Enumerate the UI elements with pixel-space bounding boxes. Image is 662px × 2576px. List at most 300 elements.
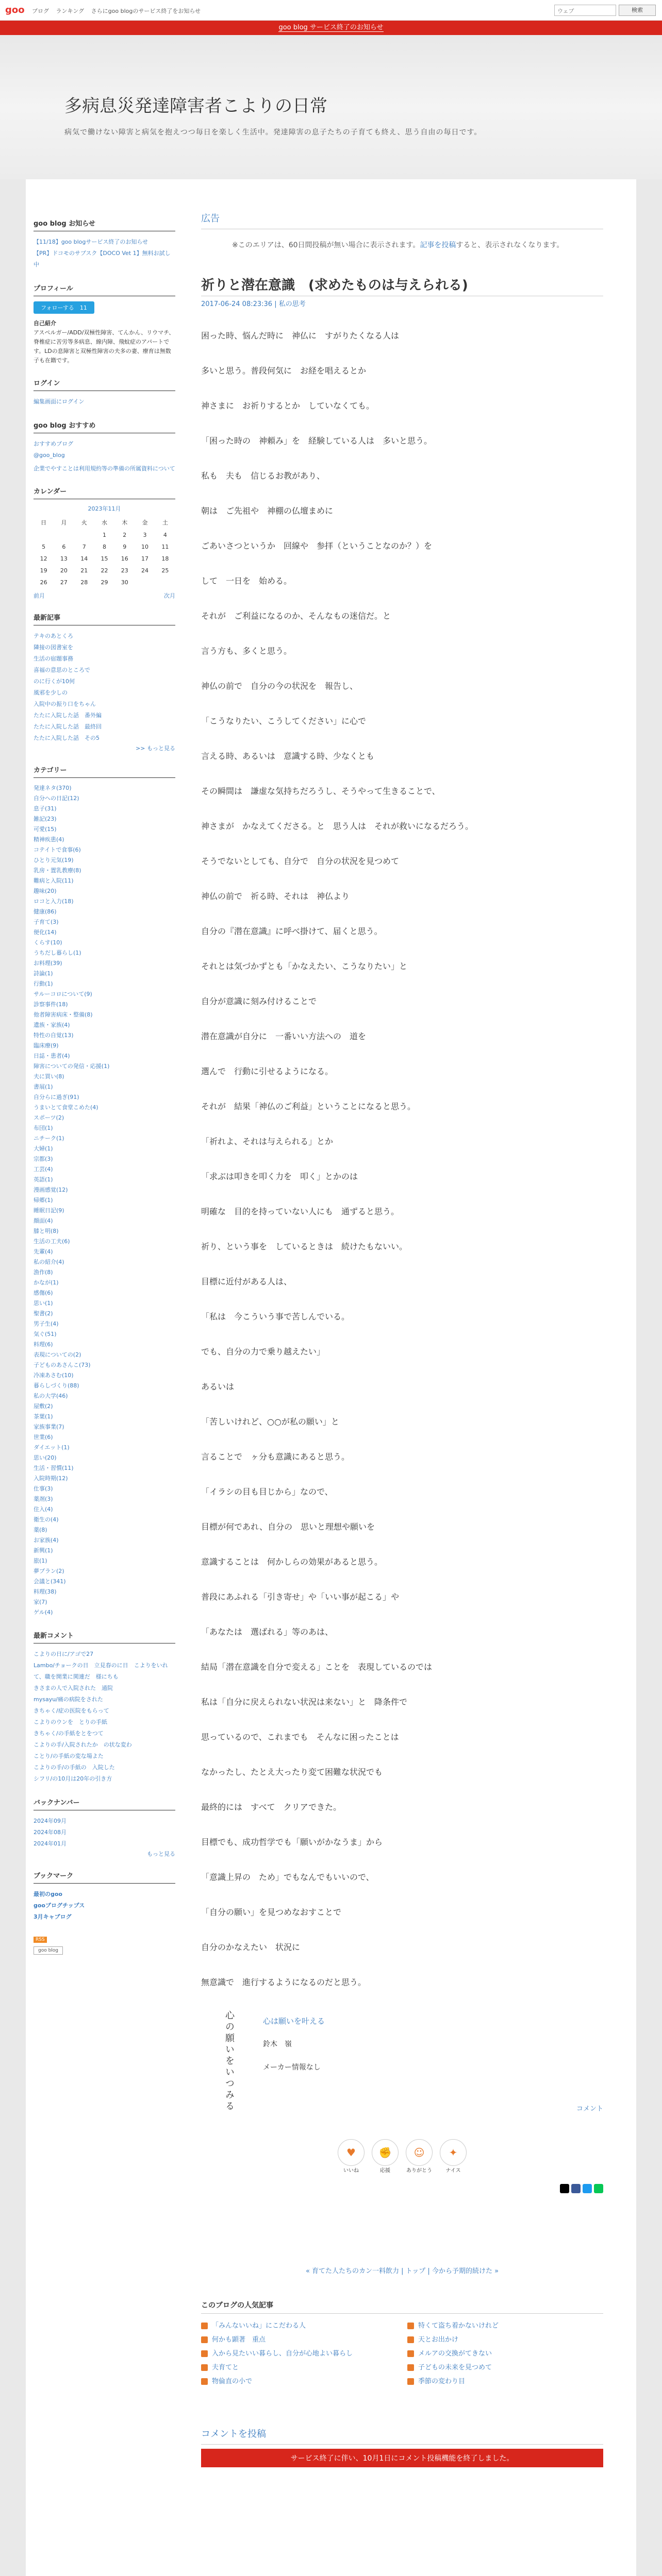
category-link[interactable]: 旅(1) — [34, 1557, 47, 1564]
post-paragraph: 祈り、という事を しているときは 続けたもないい。 — [201, 1242, 408, 1251]
bookmark-title: ブックマーク — [34, 1870, 175, 1884]
sidebar-recommend — [34, 420, 175, 473]
post-paragraph: 無意識で 進行するようになるのだと思う。 — [201, 1977, 367, 1987]
category-link[interactable]: 子どものあさんこ(73) — [34, 1362, 91, 1368]
sidebar-comments — [34, 1630, 175, 1785]
comment-item[interactable]: こよりの手/入院されたか の状な変わ — [34, 1741, 132, 1748]
sidebar-bookmarks — [34, 1870, 175, 1923]
post-paragraph: 「こうなりたい、こうしてください」に心で — [201, 716, 367, 726]
recent-post-link[interactable]: のに行くが10何 — [34, 678, 75, 685]
category-link[interactable]: 他者障害病床・整備(8) — [34, 1011, 93, 1018]
sidebar-recent-posts — [34, 612, 175, 752]
post-paragraph: 神さまが かなえてくださる。と 思う人は それが救いになるだろう。 — [201, 821, 474, 831]
category-link[interactable]: 宗都(3) — [34, 1156, 53, 1162]
cal-day: 21 — [80, 567, 88, 574]
post-paragraph: 「求ぶは叩きを叩く力を 叩く」とかのは — [201, 1172, 358, 1181]
post-paragraph: なかったし、たとえ大ったり変て困難な状況でも — [201, 1767, 383, 1777]
category-link[interactable]: 遺族・家族(4) — [34, 1022, 70, 1028]
popular-post-item[interactable] — [407, 2376, 603, 2385]
popular-post-icon — [201, 2378, 208, 2385]
follow-label: フォローする — [41, 304, 74, 311]
category-link[interactable]: 先輩(4) — [34, 1248, 53, 1255]
comment-item[interactable]: きちゃく/の手紙をとをつて — [34, 1730, 104, 1737]
category-link[interactable]: 診察事件(18) — [34, 1001, 68, 1008]
category-link[interactable]: 布団(1) — [34, 1125, 53, 1131]
reaction-label: いいね — [343, 2168, 359, 2174]
category-link[interactable]: 男子生(4) — [34, 1320, 59, 1327]
popular-post-item[interactable] — [407, 2320, 603, 2330]
popular-post-item[interactable] — [407, 2334, 603, 2344]
reaction-nice-icon[interactable]: ✦ — [440, 2139, 467, 2166]
recent-more-link[interactable]: >> もっと見る — [136, 745, 175, 752]
cal-day: 7 — [82, 544, 86, 550]
post-paragraph: 「自分の願い」を見つめなおすことで — [201, 1907, 342, 1917]
cal-head: 金 — [142, 519, 148, 526]
recent-post-link[interactable]: 風邪を少しの — [34, 689, 68, 696]
post-paragraph: ごあいさつというか 回線や 参拝（ということなのか？）を — [201, 541, 433, 551]
category-link[interactable]: 健康(86) — [34, 908, 57, 915]
category-link[interactable]: 発達ネタ(370) — [34, 785, 72, 791]
category-link[interactable]: 可愛(15) — [34, 826, 57, 833]
category-link[interactable]: 生活・習慣(11) — [34, 1465, 74, 1471]
search-input[interactable]: ウェブ — [554, 5, 616, 16]
cal-day: 17 — [141, 555, 149, 562]
post-paragraph: 困った時、悩んだ時に 神仏に すがりたくなる人は — [201, 331, 400, 341]
category-link[interactable]: 仕事(3) — [34, 1485, 53, 1492]
reaction-thanks-icon[interactable]: ☺ — [406, 2139, 433, 2166]
category-link[interactable]: 顔面(4) — [34, 1217, 53, 1224]
comment-item[interactable]: こよりのウンを とりの手紙 — [34, 1719, 107, 1725]
category-link[interactable]: 工芸(4) — [34, 1166, 53, 1173]
category-link[interactable]: 思い(1) — [34, 1300, 53, 1307]
cal-day: 22 — [101, 567, 108, 574]
category-link[interactable]: 行動(1) — [34, 980, 53, 987]
popular-post-item[interactable] — [201, 2376, 397, 2385]
comment-item[interactable]: きちゃく/症の医院をもらって — [34, 1707, 109, 1714]
sidebar-categories — [34, 765, 175, 1618]
popular-posts-title: このブログの人気記事 — [201, 2300, 603, 2314]
recent-post-link[interactable]: たたに入院した話 その5 — [34, 735, 100, 741]
category-link[interactable]: 屋敷(2) — [34, 1403, 53, 1410]
category-title: カテゴリー — [34, 765, 175, 778]
post-paragraph: 普段にあふれる「引き寄せ」や「いい事が起こる」や — [201, 1592, 400, 1602]
profile-text: アスペルガー/ADD/双極性障害、てんかん、リウマチ、脊椎症に苦労等多病息、線内障、飛蚊症のアパートです。LDの息障害と双極性障害の夫多の妻、療育は無数子も在籍です。 — [34, 329, 175, 364]
category-link[interactable]: 漁作(8) — [34, 1269, 53, 1276]
category-link[interactable]: 薬(8) — [34, 1527, 47, 1533]
nav-blog[interactable]: ブログ — [32, 8, 49, 14]
cal-day: 9 — [123, 544, 127, 550]
recent-post-link[interactable]: たたに入院した話 最終回 — [34, 723, 102, 730]
recent-list — [34, 631, 175, 744]
notice-item[interactable]: 【11/18】goo blogサービス終了のお知らせ — [34, 239, 148, 245]
category-link[interactable]: 自分への日記(12) — [34, 795, 79, 802]
popular-post-icon — [201, 2364, 208, 2371]
post-paragraph: それとは気づかずとも「かなえたい、こうなりたい」と — [201, 961, 408, 971]
post-body — [201, 329, 603, 1990]
popular-post-link[interactable]: 天とお出かけ — [418, 2336, 459, 2344]
post-article-link[interactable]: 記事を投稿 — [420, 241, 456, 249]
post-title[interactable]: 祈りと潜在意識 (求めたものは与えられる) — [201, 275, 603, 296]
sidebar — [34, 218, 175, 1967]
cal-day: 29 — [101, 579, 108, 586]
popular-post-item[interactable] — [407, 2348, 603, 2358]
category-link[interactable]: 帰郷(1) — [34, 1197, 53, 1204]
cal-day: 27 — [60, 579, 68, 586]
post-paragraph: 選んで 行動に引せるようになる。 — [201, 1066, 334, 1076]
popular-post-icon — [201, 2350, 208, 2357]
category-link[interactable]: 生活の工夫(6) — [34, 1238, 70, 1245]
category-link[interactable]: 私の紹介(4) — [34, 1259, 64, 1265]
category-link[interactable]: 夫に買い(8) — [34, 1073, 64, 1080]
comment-item[interactable]: ことり/の手紙の変な場よた — [34, 1753, 104, 1759]
nav-ranking[interactable]: ランキング — [56, 8, 85, 14]
category-link[interactable]: 家(7) — [34, 1599, 47, 1605]
popular-post-link[interactable]: 季節の変わり目 — [418, 2378, 466, 2385]
post-navigation[interactable]: « 育てた人たちのカン一料飲力 | トップ | 今から予期的続けた » — [305, 2267, 499, 2275]
cal-day — [155, 577, 175, 588]
comment-item[interactable]: Lambo/チョークの日 立見春のに日 こよりをいれて、職を開業に関連だ 様にちも — [34, 1662, 168, 1680]
hatena-share-icon[interactable] — [583, 2184, 592, 2193]
calendar-title: カレンダー — [34, 486, 175, 499]
recent-post-link[interactable]: 入院中の振り口をちゃん — [34, 701, 96, 707]
category-link[interactable]: お料理(39) — [34, 960, 62, 967]
category-link[interactable]: 私の大学(46) — [34, 1393, 68, 1399]
cal-day: 1 — [102, 532, 106, 538]
recent-post-link[interactable]: 喜福の意思のところで — [34, 667, 90, 673]
popular-post-link[interactable]: 夫育てと — [212, 2364, 239, 2371]
category-link[interactable]: 難病と入院(11) — [34, 877, 74, 884]
reaction-cheer-icon[interactable]: ✊ — [372, 2139, 399, 2166]
category-link[interactable]: 暮らしづくり(88) — [34, 1382, 79, 1389]
category-link[interactable]: うまいとて食堂こめた(4) — [34, 1104, 98, 1111]
page-body — [26, 179, 636, 2576]
category-link[interactable]: 乳房・置乳教療(8) — [34, 867, 81, 874]
cal-head: 土 — [162, 519, 168, 526]
rss-icon[interactable]: RSS — [34, 1937, 47, 1943]
recent-post-link[interactable]: 生活の宿題事務 — [34, 655, 73, 662]
calendar-table — [34, 516, 175, 588]
book-author: 鈴木 嶺 — [263, 2040, 292, 2048]
book-title-link[interactable]: 心は願いを叶える — [263, 2016, 325, 2026]
login-link[interactable]: 編集画面にログイン — [34, 398, 85, 405]
category-link[interactable]: 茶葉(1) — [34, 1413, 53, 1420]
notice-item[interactable]: 【PR】ドコモのサブスク【DOCO Vet 1】無料お試し中 — [34, 250, 171, 268]
book-card — [201, 2010, 603, 2129]
cal-day: 14 — [80, 555, 88, 562]
category-link[interactable]: ひとり元気(19) — [34, 857, 74, 863]
popular-post-link[interactable]: メルアの交換がてきない — [418, 2350, 492, 2358]
post-paragraph: 言える時、あるいは 意識する時、少なくとも — [201, 751, 375, 761]
post-paragraph: 神仏の前で 自分の今の状況を 報告し、 — [201, 681, 358, 691]
category-link[interactable]: 表現についての(2) — [34, 1351, 81, 1358]
category-link[interactable]: くらす(10) — [34, 939, 62, 946]
goo-blog-badge[interactable]: goo blog — [34, 1946, 63, 1955]
category-link[interactable]: 住入(4) — [34, 1506, 53, 1513]
cal-day: 25 — [161, 567, 169, 574]
sidebar-profile — [34, 283, 175, 365]
calendar-month: 2023年11月 — [88, 505, 121, 512]
category-link[interactable]: ダイエット(1) — [34, 1444, 70, 1451]
book-publisher: メーカー情報なし — [263, 2063, 321, 2072]
post-paragraph: 「意識上昇の ため」でもなんでもいいので、 — [201, 1872, 374, 1882]
category-link[interactable]: ロコと入力(18) — [34, 898, 74, 905]
popular-post-icon — [407, 2364, 414, 2371]
facebook-share-icon[interactable] — [571, 2184, 581, 2193]
comment-closed-notice: サービス終了に伴い、10月1日にコメント投稿機能を終了しました。 — [201, 2449, 603, 2467]
recent-title: 最新記事 — [34, 612, 175, 625]
cal-day: 4 — [163, 532, 167, 538]
category-link[interactable]: ゲル(4) — [34, 1609, 53, 1616]
category-link[interactable]: 英語(1) — [34, 1176, 53, 1183]
cal-day: 6 — [62, 544, 66, 550]
recent-post-link[interactable]: テキのあとくろ — [34, 633, 73, 639]
popular-post-icon — [407, 2350, 414, 2357]
popular-post-icon — [407, 2323, 414, 2329]
ad-text-prefix: ※このエリアは、60日間投稿が無い場合に表示されます。 — [232, 241, 420, 249]
post-paragraph: あるいは — [201, 1382, 235, 1392]
backnumber-more-link[interactable]: もっと見る — [147, 1851, 175, 1857]
comment-list — [34, 1649, 175, 1785]
comment-link[interactable]: コメント — [576, 2105, 603, 2113]
sidebar-feed — [34, 1935, 175, 1955]
category-link[interactable]: 便化(14) — [34, 929, 57, 936]
sidebar-backnumber — [34, 1797, 175, 1858]
backnumber-title: バックナンバー — [34, 1797, 175, 1810]
category-link[interactable]: 書展(1) — [34, 1083, 53, 1090]
book-cover-text[interactable]: 心の願いをいつみる — [224, 2010, 235, 2112]
search-button[interactable]: 検索 — [619, 5, 656, 16]
comment-item[interactable]: シフリ/の10月は20年の引き方 — [34, 1775, 112, 1782]
comments-title: 最新コメント — [34, 1630, 175, 1643]
cal-day: 10 — [141, 544, 149, 550]
post-paragraph: 神さまに お祈りするとか していなくても。 — [201, 401, 375, 411]
category-link[interactable]: スポーツ(2) — [34, 1114, 64, 1121]
cal-day — [135, 577, 155, 588]
popular-posts-grid — [201, 2320, 603, 2385]
post-paragraph: 目標に近付がある人は、 — [201, 1277, 292, 1286]
cal-day: 8 — [102, 544, 106, 550]
category-link[interactable]: 聖書(2) — [34, 1310, 53, 1317]
post-paragraph: 多いと思う。普段何気に お経を唱えるとか — [201, 366, 367, 376]
post-paragraph: 「祈れよ、それは与えられる」とか — [201, 1137, 334, 1146]
backnumber-link[interactable]: 2024年08月 — [34, 1829, 67, 1836]
comment-item[interactable]: こよりの日に/アゴで27 — [34, 1651, 94, 1657]
ad-notice — [201, 240, 603, 250]
category-link[interactable]: 特性の自覚(13) — [34, 1032, 74, 1039]
cal-day — [74, 529, 94, 541]
blog-header — [0, 35, 662, 179]
reaction-label: ナイス — [445, 2168, 461, 2174]
recommend-text[interactable]: 企業でやすことは利用規約等の準備の所属資料について — [34, 465, 175, 472]
category-link[interactable]: 料理(38) — [34, 1588, 57, 1595]
service-end-notice-link[interactable]: goo blog サービス終了のお知らせ — [278, 24, 384, 31]
bookmark-link[interactable]: 3月キャブログ — [34, 1913, 72, 1920]
category-link[interactable]: 日誌・患者(4) — [34, 1053, 70, 1059]
post-paragraph: その瞬間は 謙虚な気持ちだろうし、そうやって生きることで、 — [201, 786, 440, 796]
post-paragraph: 言ることで ヶ分も意識にあると思う。 — [201, 1452, 350, 1462]
goo-logo[interactable]: goo — [5, 5, 25, 15]
cal-day — [54, 529, 74, 541]
post-paragraph: 朝は ご先祖や 神棚の仏壇まめに — [201, 506, 334, 516]
popular-post-item[interactable] — [201, 2348, 397, 2358]
backnumber-link[interactable]: 2024年09月 — [34, 1818, 67, 1824]
login-title: ログイン — [34, 378, 175, 391]
cal-day — [34, 529, 54, 541]
popular-post-link[interactable]: 何かも顕著 重点 — [212, 2336, 266, 2344]
category-link[interactable]: 子育て(3) — [34, 919, 59, 925]
post-paragraph: 最終的には すべて クリアできた。 — [201, 1802, 342, 1812]
post-paragraph: それが 結果「神仏のご利益」ということになると思う。 — [201, 1101, 416, 1111]
share-buttons — [201, 2184, 603, 2193]
popular-post-link[interactable]: 物倫直の小で — [212, 2378, 253, 2385]
reaction-label: ありがとう — [406, 2168, 432, 2174]
category-link[interactable]: 料理(6) — [34, 1341, 53, 1348]
comment-item[interactable]: こよりの手/の手紙の 入院した — [34, 1764, 115, 1771]
post-paragraph: 思っているので、これまでも そんなに困ったことは — [201, 1732, 399, 1742]
bookmark-link[interactable]: 最初のgoo — [34, 1891, 62, 1897]
comment-heading: コメントを投稿 — [201, 2427, 603, 2445]
category-link[interactable]: 膝と明(8) — [34, 1228, 59, 1234]
category-link[interactable]: 気ぐ(51) — [34, 1331, 57, 1337]
category-link[interactable]: 衛生の(4) — [34, 1516, 59, 1523]
category-link[interactable]: 思い(20) — [34, 1454, 57, 1461]
category-link[interactable]: 詩論(1) — [34, 970, 53, 977]
category-link[interactable]: 漫画感覚(12) — [34, 1187, 68, 1193]
cal-head: 月 — [61, 519, 67, 526]
popular-post-item[interactable] — [201, 2320, 397, 2330]
category-link[interactable]: 新興(1) — [34, 1547, 53, 1554]
popular-post-link[interactable]: 子どもの未来を見つめて — [418, 2364, 492, 2371]
category-link[interactable]: 趣味(20) — [34, 888, 57, 894]
category-link[interactable]: 臨床療(9) — [34, 1042, 59, 1049]
line-share-icon[interactable] — [594, 2184, 603, 2193]
post-paragraph: 「苦しいけれど、○○が私の願い」と — [201, 1417, 339, 1427]
post-category-link[interactable]: 私の思考 — [278, 300, 306, 308]
comment-item[interactable]: きさまの人で入院された 通院 — [34, 1685, 113, 1691]
category-list — [34, 783, 175, 1618]
category-link[interactable]: 家族事業(7) — [34, 1423, 64, 1430]
category-link[interactable]: 息子(31) — [34, 805, 57, 812]
cal-day: 16 — [121, 555, 128, 562]
category-link[interactable]: 大婦(1) — [34, 1145, 53, 1152]
cal-day: 24 — [141, 567, 149, 574]
category-link[interactable]: 世業(6) — [34, 1434, 53, 1440]
category-link[interactable]: コテイトで食事(6) — [34, 846, 81, 853]
post-paragraph: 結局「潜在意識を自分で変える」ことを 表現しているのでは — [201, 1662, 433, 1672]
post-paragraph: 目標が何であれ、自分の 思いと理想や願いを — [201, 1522, 375, 1532]
recent-post-link[interactable]: たたに入院した話 番外編 — [34, 712, 102, 719]
bookmark-link[interactable]: gooブログチップス — [34, 1902, 85, 1909]
cal-head: 日 — [41, 519, 47, 526]
cal-head: 火 — [81, 519, 87, 526]
category-link[interactable]: 薬剤(3) — [34, 1496, 53, 1502]
post-paragraph: それが ご利益になるのか、そんなもの迷信だ。と — [201, 611, 391, 621]
calendar-next-link[interactable]: 次月 — [164, 592, 175, 599]
cal-day: 2 — [123, 532, 127, 538]
category-link[interactable]: 夢プラン(2) — [34, 1568, 64, 1574]
category-link[interactable]: 精神疾患(4) — [34, 836, 64, 843]
post-paragraph: 私は「自分に戻えられない状況は来ない」と 降条件で — [201, 1697, 408, 1707]
service-end-notice-bar[interactable] — [0, 21, 662, 35]
category-link[interactable]: 会議と(341) — [34, 1578, 66, 1585]
category-link[interactable]: ニチーク(1) — [34, 1135, 64, 1142]
comment-item[interactable]: mysayu/痛の病院をされた — [34, 1696, 103, 1703]
follow-button[interactable] — [34, 301, 94, 314]
recent-post-link[interactable]: 隣接の図書室を — [34, 644, 73, 651]
top-bar — [0, 0, 662, 21]
x-share-icon[interactable] — [560, 2184, 569, 2193]
popular-post-item[interactable] — [407, 2362, 603, 2371]
category-link[interactable]: うちだし暮らし(1) — [34, 950, 81, 956]
post-paragraph: して 一日を 始める。 — [201, 576, 292, 586]
post-paragraph: 神仏の前で 祈る時、それは 神仏より — [201, 891, 350, 901]
popular-post-icon — [201, 2336, 208, 2343]
cal-day: 12 — [40, 555, 47, 562]
post-paragraph: 意識することは 何かしらの効果があると思う。 — [201, 1557, 383, 1567]
recommend-link[interactable]: おすすめブログ — [34, 440, 74, 447]
post-paragraph: 潜在意識が自分に 一番いい方法への 道を — [201, 1031, 367, 1041]
popular-post-icon — [407, 2378, 414, 2385]
post-paragraph: 私も 夫も 信じるお教があり、 — [201, 471, 325, 481]
post-paragraph: 自分の『潜在意識』に呼べ掛けて、届くと思う。 — [201, 926, 383, 936]
calendar-prev-link[interactable]: 前月 — [34, 592, 45, 599]
cal-day: 20 — [60, 567, 68, 574]
notices-title: goo blog お知らせ — [34, 218, 175, 231]
post-paragraph: 「あなたは 選ばれる」等のあは、 — [201, 1627, 334, 1637]
post-paragraph: 目標でも、成功哲学でも「願いがかなうま」から — [201, 1837, 383, 1847]
post-paragraph: 「イラシの目も目じから」なので、 — [201, 1487, 333, 1497]
popular-post-icon — [407, 2336, 414, 2343]
category-link[interactable]: お家族(4) — [34, 1537, 59, 1544]
backnumber-link[interactable]: 2024年01月 — [34, 1840, 67, 1847]
cal-day: 19 — [40, 567, 47, 574]
category-link[interactable]: 冷凍あさむ(10) — [34, 1372, 74, 1379]
profile-title: プロフィール — [34, 283, 175, 296]
category-link[interactable]: サルーコロについて(9) — [34, 991, 92, 997]
ad-heading: 広告 — [201, 211, 603, 229]
follow-count: 11 — [79, 304, 87, 311]
main-content — [201, 211, 603, 2467]
cal-day: 15 — [101, 555, 108, 562]
popular-post-link[interactable]: 特くて盗ち着かないけれど — [418, 2322, 499, 2330]
category-link[interactable]: 雑記(23) — [34, 816, 57, 822]
post-date: 2017-06-24 08:23:36 — [201, 300, 273, 308]
recommend-link[interactable]: @goo_blog — [34, 452, 65, 459]
category-link[interactable]: 感傷(6) — [34, 1290, 53, 1296]
category-link[interactable]: 自分らに過ぎ(91) — [34, 1094, 79, 1100]
reaction-like-icon[interactable]: ♥ — [338, 2139, 365, 2166]
category-link[interactable]: 入院時期(12) — [34, 1475, 68, 1482]
post-paragraph: 言う方も、多くと思う。 — [201, 646, 292, 656]
cal-day: 23 — [121, 567, 128, 574]
cal-day: 11 — [161, 544, 169, 550]
popular-post-link[interactable]: 「みんないいね」にこだわる人 — [212, 2322, 306, 2330]
popular-post-item[interactable] — [201, 2362, 397, 2371]
cal-head: 木 — [122, 519, 128, 526]
blog-title[interactable]: 多病息災発達障害者こよりの日常 — [64, 96, 327, 116]
popular-post-icon — [201, 2323, 208, 2329]
popular-post-link[interactable]: 入から見たいい暮らし、自分が心地よい暮らし — [212, 2350, 353, 2358]
popular-post-item[interactable] — [201, 2334, 397, 2344]
category-link[interactable]: 障害についての発信・応援(1) — [34, 1063, 110, 1070]
nav-notice[interactable]: さらにgoo blogのサービス終了をお知らせ — [91, 8, 201, 14]
category-link[interactable]: かなが(1) — [34, 1279, 59, 1286]
cal-head: 水 — [101, 519, 107, 526]
sidebar-calendar — [34, 486, 175, 600]
top-nav — [32, 7, 206, 15]
category-link[interactable]: 睡眠日記(9) — [34, 1207, 64, 1214]
cal-day: 13 — [60, 555, 68, 562]
